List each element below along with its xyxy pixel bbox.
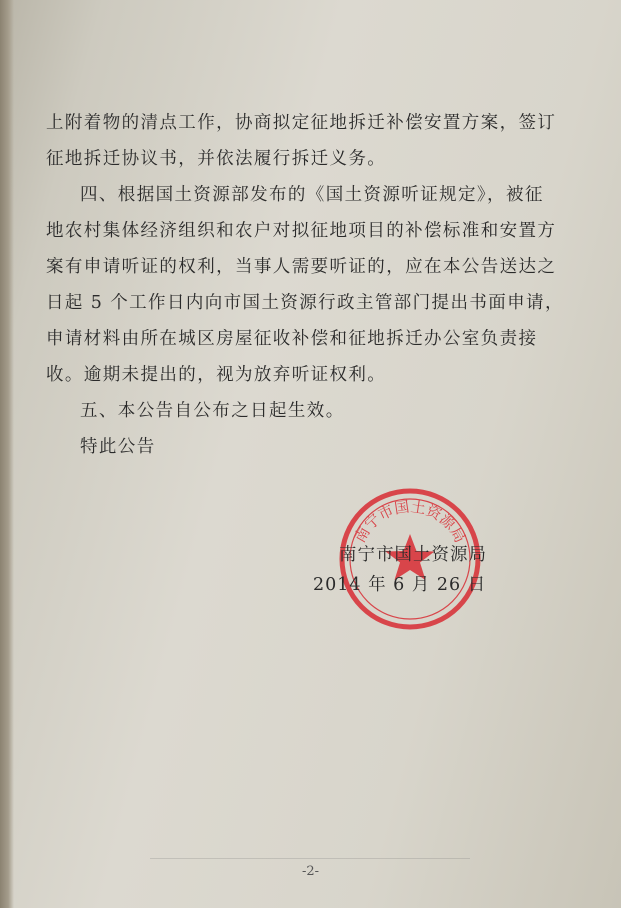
seal-text: 南宁市国土资源局 bbox=[350, 497, 470, 546]
footer-divider bbox=[150, 858, 470, 859]
body-line: 五、本公告自公布之日起生效。 bbox=[80, 401, 345, 421]
body-line: 收。逾期未提出的，视为放弃听证权利。 bbox=[46, 365, 387, 385]
body-line: 上附着物的清点工作，协商拟定征地拆迁补偿安置方案，签订 bbox=[46, 113, 557, 133]
body-line: 日起 5 个工作日内向市国土资源行政主管部门提出书面申请， bbox=[46, 293, 564, 313]
body-line: 申请材料由所在城区房屋征收补偿和征地拆迁办公室负责接 bbox=[46, 329, 538, 349]
signature-organization: 南宁市国土资源局 bbox=[339, 545, 487, 565]
body-line: 征地拆迁协议书，并依法履行拆迁义务。 bbox=[46, 149, 387, 169]
body-line: 地农村集体经济组织和农户对拟征地项目的补偿标准和安置方 bbox=[46, 221, 557, 241]
signature-date: 2014 年 6 月 26 日 bbox=[313, 575, 487, 595]
body-line: 四、根据国土资源部发布的《国土资源听证规定》，被征 bbox=[80, 185, 544, 205]
page-number: -2- bbox=[301, 864, 320, 879]
body-line: 案有申请听证的权利，当事人需要听证的，应在本公告送达之 bbox=[46, 257, 557, 277]
binding-edge bbox=[0, 0, 14, 908]
closing-line: 特此公告 bbox=[80, 437, 156, 457]
